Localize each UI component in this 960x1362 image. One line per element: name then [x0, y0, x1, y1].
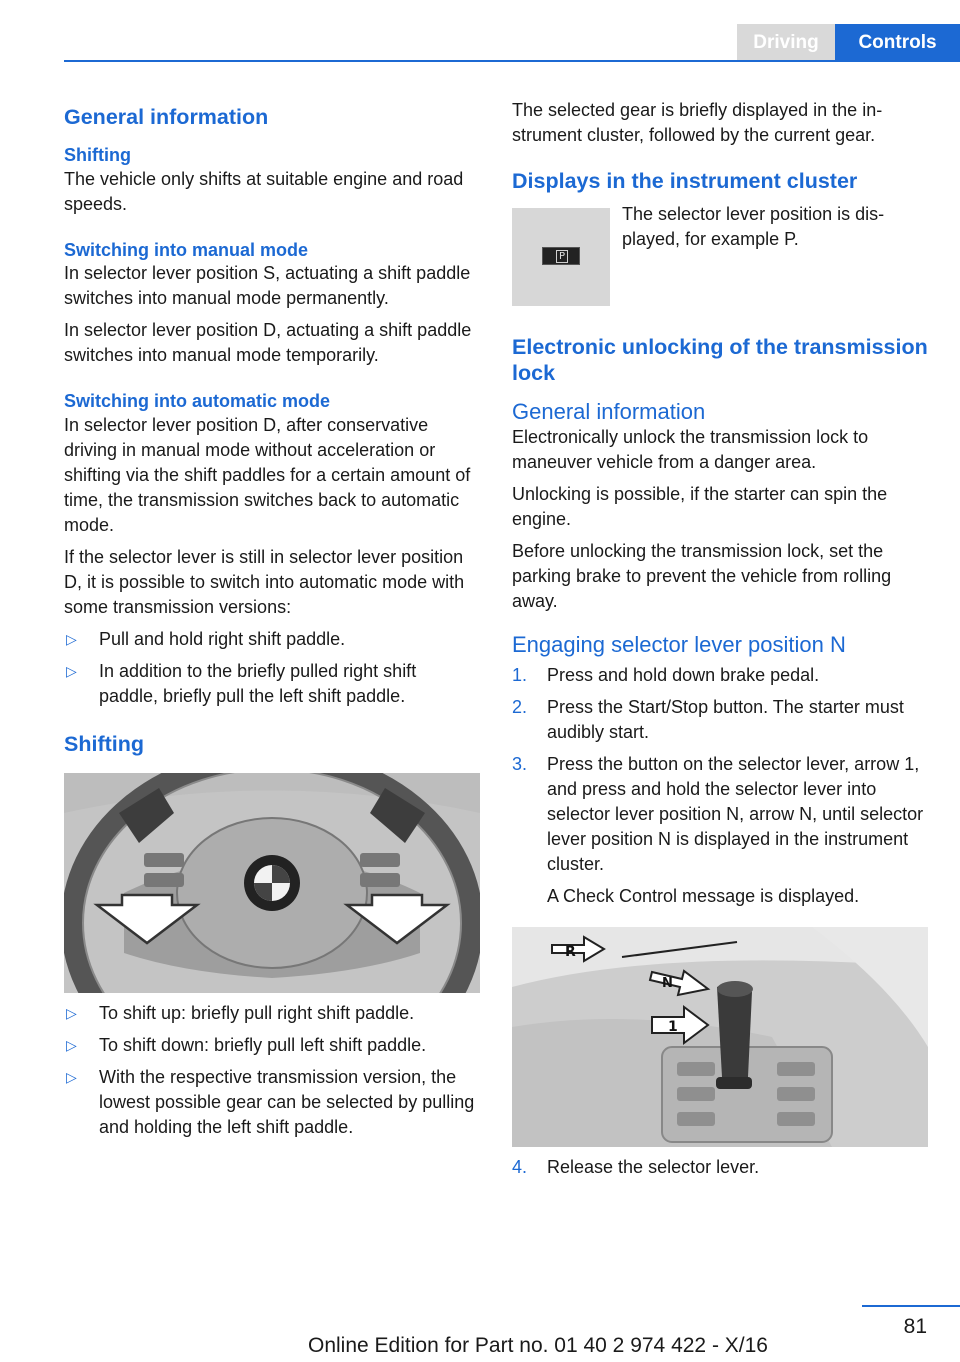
step-note: A Check Control message is displayed.	[547, 886, 860, 907]
step-number: 1.	[512, 665, 528, 686]
para-auto-1: In selector lever position D, after conservative driving in manual mode without acceleration or shifting via the shift paddles for a certain amount of time, the transmission switches back to automatic mode.	[64, 414, 471, 535]
list-item: ▷ With the respective transmission version, the lowest possible gear can be selected by pulling and holding the left shift paddle.	[64, 1065, 480, 1140]
para-shift-suitable: The vehicle only shifts at suitable engine and road speeds.	[64, 168, 464, 214]
heading-displays: Displays in the instrument cluster	[512, 169, 858, 193]
para-unlock-2: Unlocking is possible, if the starter can spin the engine.	[512, 484, 888, 530]
instrument-cluster-image	[512, 208, 610, 306]
step-item	[512, 1155, 928, 1180]
step-text: Release the selector lever.	[547, 1157, 760, 1178]
footer-rule	[862, 1305, 960, 1307]
heading-shifting-sub: Shifting	[64, 145, 131, 166]
step-number: 2.	[512, 697, 528, 718]
steps-list	[512, 663, 928, 909]
tab-driving[interactable]: Driving	[737, 24, 835, 61]
para-selected-gear: The selected gear is briefly displayed in the instrument cluster, followed by the current gear.	[512, 100, 883, 145]
step-item	[512, 663, 928, 688]
arrow-r-label: R	[565, 944, 576, 961]
list-item: ▷ To shift down: briefly pull left shift paddle.	[64, 1033, 480, 1058]
step-number: 4.	[512, 1157, 528, 1178]
list-item: ▷ Pull and hold right shift paddle.	[64, 627, 480, 652]
heading-general-information-2: General information	[512, 398, 706, 424]
heading-automatic-mode: Switching into automatic mode	[64, 391, 331, 412]
steps-list-continued	[512, 1155, 928, 1180]
step-item	[512, 752, 928, 909]
bullet-list-shifting	[64, 1001, 480, 1140]
para-unlock-3: Before unlocking the transmission lock, set the parking brake to prevent the vehicle from rolling away.	[512, 541, 892, 612]
gear-display-icon	[542, 247, 580, 265]
gear-p-glyph: P	[556, 250, 568, 263]
steering-wheel-figure	[64, 773, 480, 993]
arrow-1-label: 1	[668, 1019, 678, 1036]
heading-manual-mode: Switching into manual mode	[64, 239, 309, 260]
edition-note: Online Edition for Part no. 01 40 2 974 422 - X/16	[308, 1334, 768, 1357]
heading-shifting: Shifting	[64, 731, 145, 756]
page-number: 81	[903, 1315, 927, 1338]
heading-engaging-n: Engaging selector lever position N	[512, 632, 846, 658]
list-item: ▷ To shift up: briefly pull right shift paddle.	[64, 1001, 480, 1026]
selector-lever-figure	[512, 927, 928, 1147]
arrow-n-label: N	[662, 976, 673, 992]
heading-electronic-unlocking: Electronic unlocking of the transmission lock	[512, 335, 928, 386]
step-number: 3.	[512, 754, 528, 775]
step-item	[512, 695, 928, 745]
right-column	[512, 98, 928, 1180]
step-text: Press the Start/Stop button. The starter must audibly start.	[547, 697, 904, 743]
para-unlock-1: Electronically unlock the transmission lock to maneuver vehicle from a danger area.	[512, 427, 869, 473]
para-manual-s: In selector lever position S, actuating a shift paddle switches into manual mode permanently.	[64, 263, 471, 309]
list-item: ▷ In addition to the briefly pulled right shift paddle, briefly pull the left shift paddle.	[64, 659, 480, 709]
bullet-list-auto	[64, 627, 480, 709]
para-manual-d: In selector lever position D, actuating a shift paddle switches into manual mode temporarily.	[64, 320, 472, 366]
heading-general-information: General information	[64, 105, 269, 129]
selector-lever-illustration	[512, 927, 928, 1147]
tab-controls[interactable]: Controls	[835, 24, 960, 61]
steering-wheel-illustration	[64, 773, 480, 993]
header-rule	[64, 60, 960, 62]
step-text: Press the button on the selector lever, arrow 1, and press and hold the selector lever into selector lever position N, arrow N, until selector lever position N is displayed in the instrument cluster.	[547, 754, 924, 875]
left-column	[64, 98, 480, 1140]
para-display: The selector lever position is displayed, for example P.	[622, 204, 885, 250]
para-auto-2: If the selector lever is still in selector lever position D, it is possible to switch into automatic mode with some transmission versions:	[64, 546, 465, 617]
header-tabs	[737, 24, 960, 61]
display-example	[512, 204, 928, 306]
step-text: Press and hold down brake pedal.	[547, 665, 820, 686]
